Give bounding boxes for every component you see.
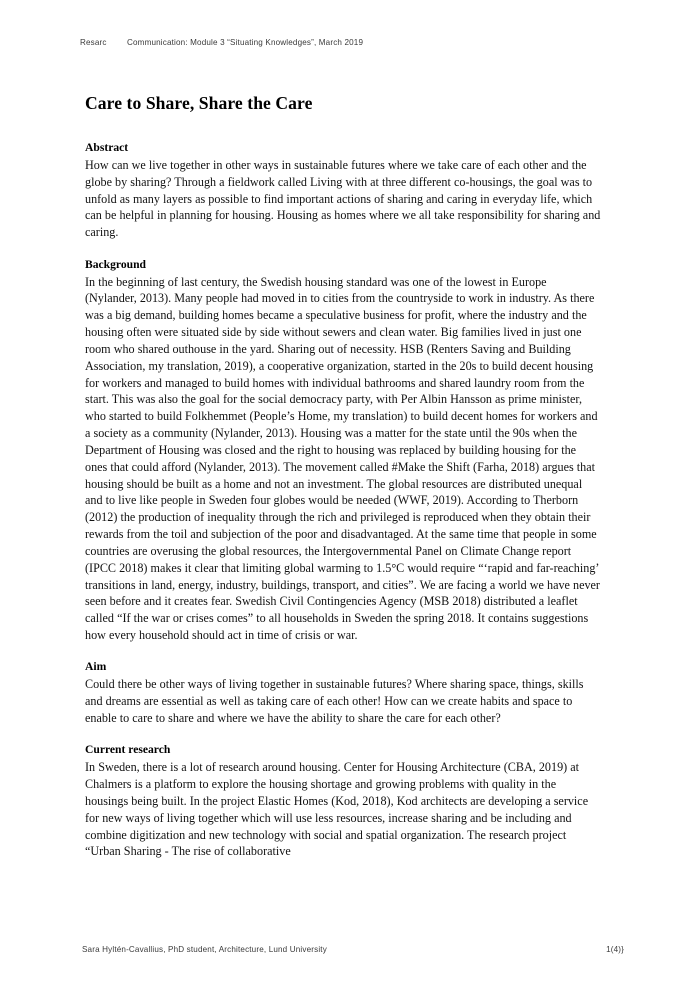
page-title: Care to Share, Share the Care <box>85 93 313 113</box>
section-heading-abstract: Abstract <box>85 141 129 154</box>
section-heading-aim: Aim <box>85 660 107 674</box>
header-organization: Resarc <box>80 38 107 47</box>
section-heading-background: Background <box>85 257 146 271</box>
section-current-research <box>85 742 601 860</box>
footer-author-line: Sara Hyltén-Cavallius, PhD student, Architecture, Lund University <box>82 945 327 954</box>
section-body-aim: Could there be other ways of living together in sustainable futures? Where sharing space, things, skills and dreams are essential as well as taking care of each other! How can we create habits and space to enable to care to share and where we have the ability to share the care for each other? <box>85 677 584 725</box>
section-abstract <box>85 140 601 241</box>
section-aim <box>85 659 601 726</box>
page-footer <box>82 945 624 954</box>
section-body-abstract: How can we live together in other ways in sustainable futures where we take care of each other and the globe by sharing? Through a fieldwork called Living with at three different co-housings, the goal was to unfold as many layers as possible to find important actions of sharing and caring in everyday life, which can be helpful in planning for housing. Housing as homes where we all take responsibility for sharing and caring. <box>85 157 601 240</box>
section-body-background: In the beginning of last century, the Swedish housing standard was one of the lowest in Europe (Nylander, 2013). Many people had moved in to cities from the countryside to work in industry. As there was a big demand, building homes became a speculative business for profit, where the industry and the housing often were situated side by side without sewers and clean water. Big families lived in just one room who shared outhouse in the yard. Sharing out of necessity. HSB (Renters Saving and Building Association, my translation, 2019), a cooperative organization, started in the 20s to build decent housing for workers and managed to build homes with individual bathrooms and shared laundry room from the start. This was also the goal for the social democracy party, with Per Albin Hansson as prime minister, who started to build Folkhemmet (People’s Home, my translation) to build decent homes for workers and a society as a community (Nylander, 2013). Housing was a matter for the state until the 90s when the Department of Housing was closed and the right to housing was replaced by building housing for the ones that could afford (Nylander, 2013). The movement called #Make the Shift (Farha, 2018) argues that housing should be built as a home and not an investment. The global resources are distributed unequal and to live like people in Sweden four globes would be needed (WWF, 2019). According to Therborn (2012) the production of inequality through the rich and privileged is reproduced when they obtain their rewards from the toil and subjection of the poor and disadvantaged. At the same time that people in some countries are overusing the global resources, the Intergovernmental Panel on Climate Change report (IPCC 2018) makes it clear that limiting global warming to 1.5°C would require “‘rapid and far-reaching’ transitions in land, energy, industry, buildings, transport, and cities”. We are facing a world we have never seen before and it creates fear. Swedish Civil Contingencies Agency (MSB 2018) distributed a leaflet called “If the war or crises comes” to all households in Sweden the spring 2018. It contains suggestions how every household should act in time of crisis or war. <box>85 274 600 642</box>
page-header <box>80 38 622 47</box>
document-content <box>85 93 601 876</box>
section-background <box>85 257 601 644</box>
section-heading-current-research: Current research <box>85 743 171 757</box>
section-body-current-research: In Sweden, there is a lot of research around housing. Center for Housing Architecture (CBA, 2019) at Chalmers is a platform to explore the housing shortage and growing problems with quality in the housings being built. In the project Elastic Homes (Kod, 2018), Kod architects are developing a service for new ways of living together which will use less resources, increase sharing and be including and combine digitization and new technology with social and spatial organization. The research project “Urban Sharing - The rise of collaborative <box>85 760 589 859</box>
footer-page-number: 1(4)} <box>606 945 624 954</box>
header-course-line: Communication: Module 3 “Situating Knowledges”, March 2019 <box>127 38 364 47</box>
